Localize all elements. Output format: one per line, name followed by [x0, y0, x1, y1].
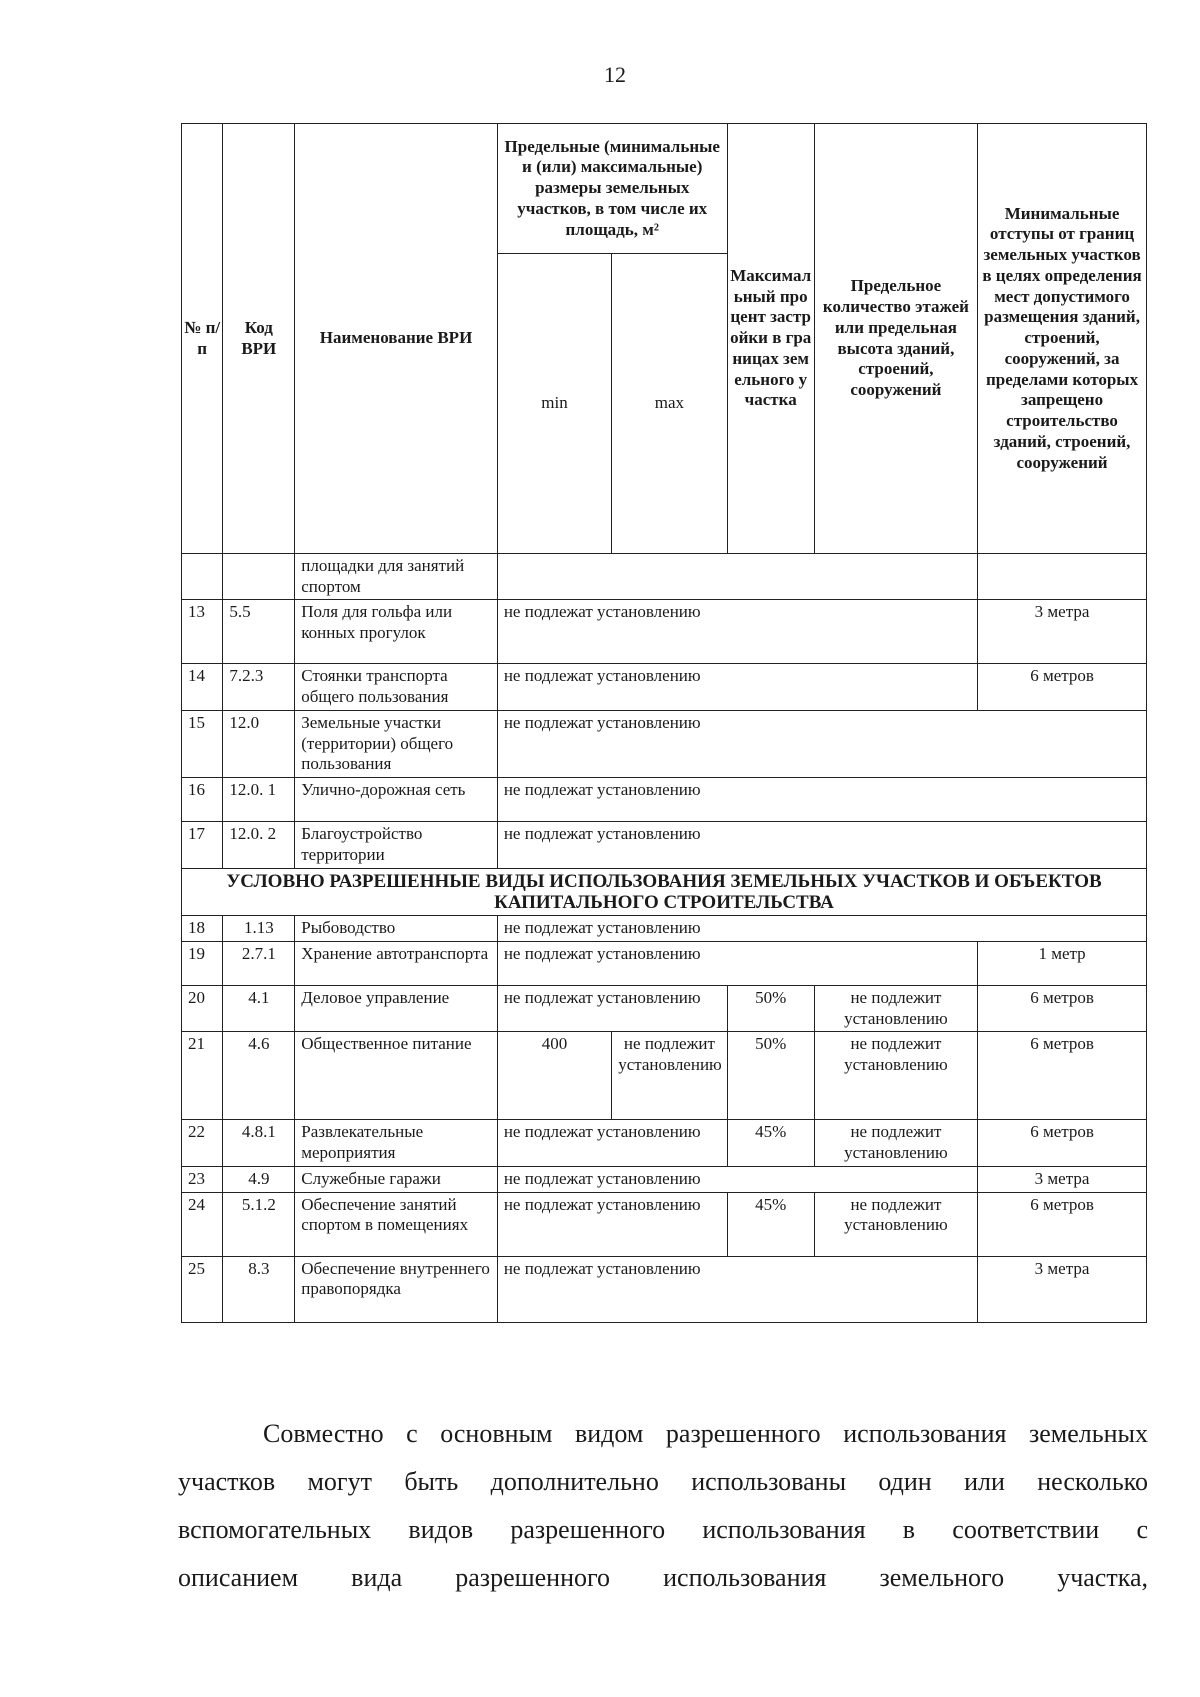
row-code: 12.0. 1	[223, 778, 295, 822]
row-size: не подлежат установлению	[497, 985, 727, 1031]
table-row	[182, 1120, 1147, 1166]
row-code: 5.5	[223, 600, 295, 664]
table-row	[182, 600, 1147, 664]
table-row	[182, 710, 1147, 777]
row-num: 19	[182, 941, 223, 985]
section-row	[182, 868, 1147, 916]
row-params: не подлежат установлению	[497, 600, 977, 664]
row-percent: 50%	[727, 985, 814, 1031]
row-setback: 3 метра	[978, 600, 1147, 664]
row-name: Обеспечение внутреннего правопорядка	[295, 1256, 498, 1322]
table-row	[182, 1192, 1147, 1256]
row-setback: 6 метров	[978, 1120, 1147, 1166]
row-name: Обеспечение занятий спортом в помещениях	[295, 1192, 498, 1256]
row-num	[182, 554, 223, 600]
row-num: 17	[182, 822, 223, 868]
row-num: 22	[182, 1120, 223, 1166]
row-code	[223, 554, 295, 600]
row-setback: 6 метров	[978, 985, 1147, 1031]
row-params: не подлежат установлению	[497, 916, 1146, 942]
row-size: не подлежат установлению	[497, 1120, 727, 1166]
row-min: 400	[497, 1032, 611, 1120]
row-name: Рыбоводство	[295, 916, 498, 942]
page-number: 12	[604, 62, 626, 87]
row-num: 24	[182, 1192, 223, 1256]
row-setback: 6 метров	[978, 664, 1147, 710]
row-name: Хранение автотранспорта	[295, 941, 498, 985]
row-percent: 45%	[727, 1192, 814, 1256]
paragraph-line: вспомогательных видов разрешенного использования в соответствии с	[178, 1515, 1148, 1544]
header-percent: Максимальный процент застройки в границах земельного участка	[727, 124, 814, 554]
header-min: min	[497, 254, 611, 554]
row-name: Улично-дорожная сеть	[295, 778, 498, 822]
row-floors: не подлежит установлению	[814, 1032, 977, 1120]
row-num: 25	[182, 1256, 223, 1322]
row-floors: не подлежит установлению	[814, 1120, 977, 1166]
row-num: 13	[182, 600, 223, 664]
table-row	[182, 554, 1147, 600]
paragraph-line: описанием вида разрешенного использования земельного участка,	[178, 1563, 1148, 1592]
row-name: Земельные участки (территории) общего пользования	[295, 710, 498, 777]
paragraph-line: Совместно с основным видом разрешенного использования земельных	[263, 1419, 1148, 1448]
row-code: 2.7.1	[223, 941, 295, 985]
header-name: Наименование ВРИ	[295, 124, 498, 554]
row-num: 15	[182, 710, 223, 777]
table-row	[182, 985, 1147, 1031]
row-percent: 50%	[727, 1032, 814, 1120]
table-row	[182, 1166, 1147, 1192]
table-row	[182, 941, 1147, 985]
row-name: Служебные гаражи	[295, 1166, 498, 1192]
row-setback: 6 метров	[978, 1192, 1147, 1256]
row-params: не подлежат установлению	[497, 778, 1146, 822]
table-row	[182, 822, 1147, 868]
header-size: Предельные (минимальные и (или) максимальные) размеры земельных участков, в том числе их площадь, м²	[497, 124, 727, 254]
table-row	[182, 1256, 1147, 1322]
row-name: площадки для занятий спортом	[295, 554, 498, 600]
row-num: 18	[182, 916, 223, 942]
row-name: Развлекательные мероприятия	[295, 1120, 498, 1166]
paragraph-line: участков могут быть дополнительно использованы один или несколько	[178, 1467, 1148, 1496]
table-row	[182, 778, 1147, 822]
row-name: Общественное питание	[295, 1032, 498, 1120]
table-row	[182, 1032, 1147, 1120]
row-code: 12.0	[223, 710, 295, 777]
row-floors: не подлежит установлению	[814, 985, 977, 1031]
row-name: Стоянки транспорта общего пользования	[295, 664, 498, 710]
section-heading: УСЛОВНО РАЗРЕШЕННЫЕ ВИДЫ ИСПОЛЬЗОВАНИЯ ЗЕМЕЛЬНЫХ УЧАСТКОВ И ОБЪЕКТОВ КАПИТАЛЬНОГО СТРОИТЕЛЬСТВА	[182, 868, 1147, 916]
row-max: не подлежит установлению	[612, 1032, 727, 1120]
row-setback: 3 метра	[978, 1256, 1147, 1322]
row-params: не подлежат установлению	[497, 1256, 977, 1322]
row-name: Деловое управление	[295, 985, 498, 1031]
row-setback: 1 метр	[978, 941, 1147, 985]
row-params: не подлежат установлению	[497, 710, 1146, 777]
row-params	[497, 554, 977, 600]
row-num: 14	[182, 664, 223, 710]
table-row	[182, 664, 1147, 710]
row-code: 4.6	[223, 1032, 295, 1120]
row-code: 12.0. 2	[223, 822, 295, 868]
land-use-table	[181, 123, 1147, 1323]
row-num: 20	[182, 985, 223, 1031]
row-code: 1.13	[223, 916, 295, 942]
row-setback: 3 метра	[978, 1166, 1147, 1192]
row-params: не подлежат установлению	[497, 1166, 977, 1192]
header-floors: Предельное количество этажей или предельная высота зданий, строений, сооружений	[814, 124, 977, 554]
row-code: 7.2.3	[223, 664, 295, 710]
row-params: не подлежат установлению	[497, 664, 977, 710]
row-setback	[978, 554, 1147, 600]
row-num: 23	[182, 1166, 223, 1192]
row-name: Благоустройство территории	[295, 822, 498, 868]
row-code: 5.1.2	[223, 1192, 295, 1256]
row-params: не подлежат установлению	[497, 941, 977, 985]
row-code: 8.3	[223, 1256, 295, 1322]
row-code: 4.1	[223, 985, 295, 1031]
row-percent: 45%	[727, 1120, 814, 1166]
row-code: 4.8.1	[223, 1120, 295, 1166]
table-row	[182, 916, 1147, 942]
row-num: 16	[182, 778, 223, 822]
row-num: 21	[182, 1032, 223, 1120]
header-setback: Минимальные отступы от границ земельных участков в целях определения мест допустимого размещения зданий, строений, сооружений, за пределами которых запрещено строительство зданий, строений, сооружений	[978, 124, 1147, 554]
header-max: max	[612, 254, 727, 554]
row-size: не подлежат установлению	[497, 1192, 727, 1256]
header-num: № п/ п	[182, 124, 223, 554]
row-floors: не подлежит установлению	[814, 1192, 977, 1256]
row-code: 4.9	[223, 1166, 295, 1192]
header-code: Код ВРИ	[223, 124, 295, 554]
row-setback: 6 метров	[978, 1032, 1147, 1120]
row-name: Поля для гольфа или конных прогулок	[295, 600, 498, 664]
row-params: не подлежат установлению	[497, 822, 1146, 868]
